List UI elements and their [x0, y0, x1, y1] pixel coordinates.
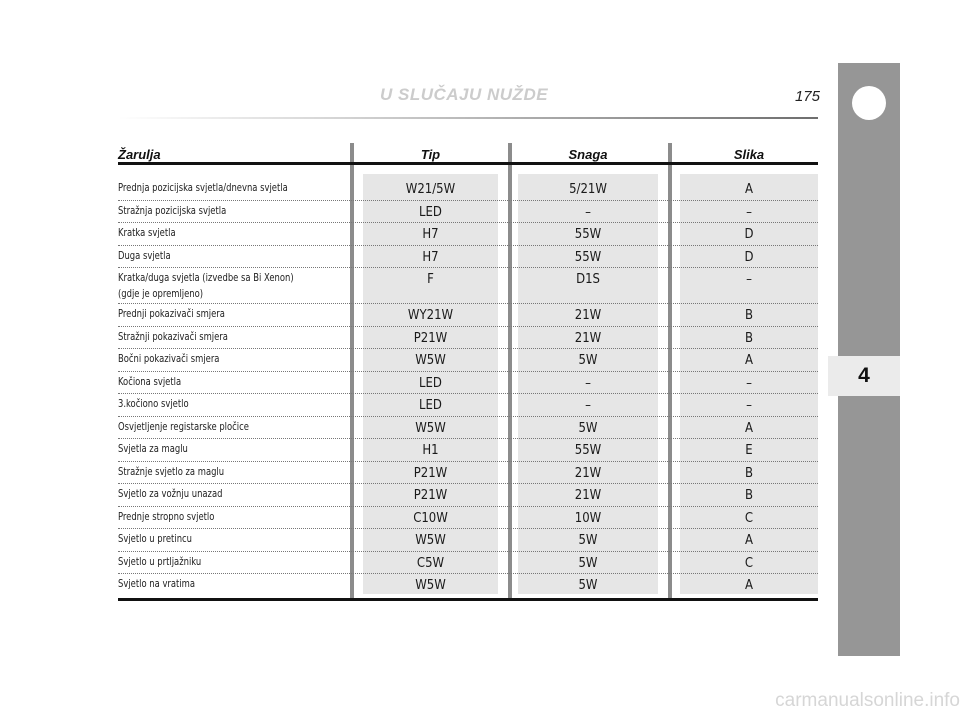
chapter-number: 4 — [828, 356, 900, 396]
cell-power: 21W — [574, 330, 602, 346]
cell-power: 5W — [578, 578, 598, 593]
cell-figure: – — [746, 204, 752, 220]
header-rule — [118, 117, 818, 119]
cell-bulb-name — [118, 329, 314, 345]
header-power: Snaga — [568, 147, 608, 162]
cell-power: 10W — [574, 510, 602, 526]
row-divider — [118, 222, 818, 223]
cell-power: – — [585, 375, 591, 391]
row-divider — [118, 303, 818, 304]
cell-power: 5W — [578, 533, 598, 548]
bulb-name-line: 3.kočiono svjetlo — [118, 397, 189, 410]
cell-power: 55W — [574, 227, 602, 242]
bulb-name-line: Kočiona svjetla — [118, 374, 182, 388]
section-title: U SLUČAJU NUŽDE — [380, 85, 549, 104]
cell-type: WY21W — [407, 308, 454, 323]
chapter-dot-icon — [852, 86, 886, 120]
bulb-name-line: Stražnji pokazivači smjera — [118, 329, 228, 343]
cell-bulb-name — [118, 180, 314, 196]
cell-type: W21/5W — [405, 182, 456, 197]
cell-figure: C — [744, 555, 754, 571]
cell-type: P21W — [413, 330, 448, 346]
cell-figure: – — [746, 398, 752, 413]
cell-power: 55W — [574, 443, 602, 458]
bulb-name-line: Svjetlo u pretincu — [118, 532, 192, 545]
bulb-name-line: Svjetla za maglu — [118, 442, 188, 455]
header-underline — [118, 162, 818, 165]
cell-figure: E — [745, 443, 753, 458]
row-divider — [118, 393, 818, 394]
bulb-name-line: Prednji pokazivači smjera — [118, 307, 225, 320]
cell-bulb-name — [118, 225, 314, 241]
cell-type: H7 — [422, 249, 439, 265]
row-divider — [118, 438, 818, 439]
cell-figure: D — [744, 227, 754, 242]
row-divider — [118, 573, 818, 574]
cell-bulb-name — [118, 486, 314, 502]
cell-bulb-name — [118, 531, 314, 547]
cell-power: 55W — [574, 249, 602, 265]
cell-figure: A — [745, 578, 753, 593]
cell-figure: A — [745, 353, 753, 368]
cell-power: D1S — [576, 272, 600, 287]
row-divider — [118, 416, 818, 417]
cell-type: H1 — [422, 443, 439, 458]
cell-type: C5W — [416, 555, 445, 571]
cell-type: W5W — [415, 578, 446, 593]
row-divider — [118, 348, 818, 349]
row-divider — [118, 267, 818, 268]
cell-type: W5W — [415, 353, 446, 368]
cell-figure: A — [745, 182, 753, 197]
row-divider — [118, 528, 818, 529]
cell-bulb-name — [118, 306, 314, 322]
cell-type: P21W — [413, 488, 448, 503]
cell-type: C10W — [413, 510, 448, 526]
bulb-name-line: Osvjetljenje registarske pločice — [118, 419, 249, 433]
bulb-name-line: (gdje je opremljeno) — [118, 287, 204, 300]
cell-type: H7 — [422, 227, 439, 242]
header-bulb: Žarulja — [118, 147, 161, 162]
cell-type: W5W — [415, 420, 446, 436]
cell-figure: A — [745, 533, 753, 548]
cell-figure: B — [744, 308, 754, 323]
bulb-name-line: Svjetlo na vratima — [118, 577, 196, 590]
cell-bulb-name — [118, 396, 314, 412]
cell-figure: B — [744, 488, 754, 503]
header-type: Tip — [420, 147, 441, 162]
cell-bulb-name — [118, 509, 314, 525]
row-divider — [118, 551, 818, 552]
bulb-name-line: Prednje stropno svjetlo — [118, 509, 215, 523]
cell-figure: – — [746, 272, 752, 287]
cell-power: – — [585, 204, 591, 220]
cell-power: 5/21W — [569, 182, 607, 197]
table-bottom-rule — [118, 598, 818, 601]
row-divider — [118, 506, 818, 507]
bulb-name-line: Prednja pozicijska svjetla/dnevna svjetla — [118, 181, 288, 194]
cell-bulb-name — [118, 351, 314, 367]
bulb-name-line: Kratka svjetla — [118, 226, 176, 239]
bulb-name-line: Stražnja pozicijska svjetla — [118, 203, 227, 217]
cell-type: W5W — [415, 533, 446, 548]
bulb-name-line: Svjetlo u prtljažniku — [118, 554, 202, 568]
watermark: carmanualsonline.info — [775, 690, 960, 711]
cell-power: 21W — [574, 308, 602, 323]
row-divider — [118, 245, 818, 246]
row-divider — [118, 461, 818, 462]
row-divider — [118, 371, 818, 372]
bulb-name-line: Bočni pokazivači smjera — [118, 352, 220, 365]
cell-power: 5W — [578, 555, 598, 571]
cell-figure: C — [744, 510, 754, 526]
row-divider — [118, 326, 818, 327]
cell-bulb-name — [118, 270, 314, 302]
cell-figure: D — [744, 249, 754, 265]
row-divider — [118, 200, 818, 201]
cell-bulb-name — [118, 419, 314, 435]
cell-figure: A — [745, 420, 753, 436]
bulb-name-line: Stražnje svjetlo za maglu — [118, 464, 225, 478]
page-number: 175 — [794, 88, 820, 105]
cell-type: LED — [419, 204, 442, 220]
cell-type: F — [427, 272, 434, 287]
row-divider — [118, 483, 818, 484]
cell-figure: – — [746, 375, 752, 391]
cell-bulb-name — [118, 203, 314, 219]
cell-power: – — [585, 398, 591, 413]
cell-power: 5W — [578, 420, 598, 436]
cell-bulb-name — [118, 576, 314, 592]
cell-type: LED — [419, 375, 442, 391]
bulb-name-line: Kratka/duga svjetla (izvedbe sa Bi Xenon) — [118, 271, 294, 284]
cell-bulb-name — [118, 248, 314, 264]
cell-figure: B — [744, 330, 754, 346]
header-figure: Slika — [733, 147, 765, 162]
cell-figure: B — [744, 465, 754, 481]
cell-power: 5W — [578, 353, 598, 368]
cell-type: LED — [419, 398, 442, 413]
cell-type: P21W — [413, 465, 448, 481]
cell-bulb-name — [118, 554, 314, 570]
bulb-name-line: Svjetlo za vožnju unazad — [118, 487, 223, 500]
bulb-name-line: Duga svjetla — [118, 248, 171, 262]
cell-power: 21W — [574, 488, 602, 503]
cell-bulb-name — [118, 441, 314, 457]
cell-power: 21W — [574, 465, 602, 481]
cell-bulb-name — [118, 464, 314, 480]
cell-bulb-name — [118, 374, 314, 390]
